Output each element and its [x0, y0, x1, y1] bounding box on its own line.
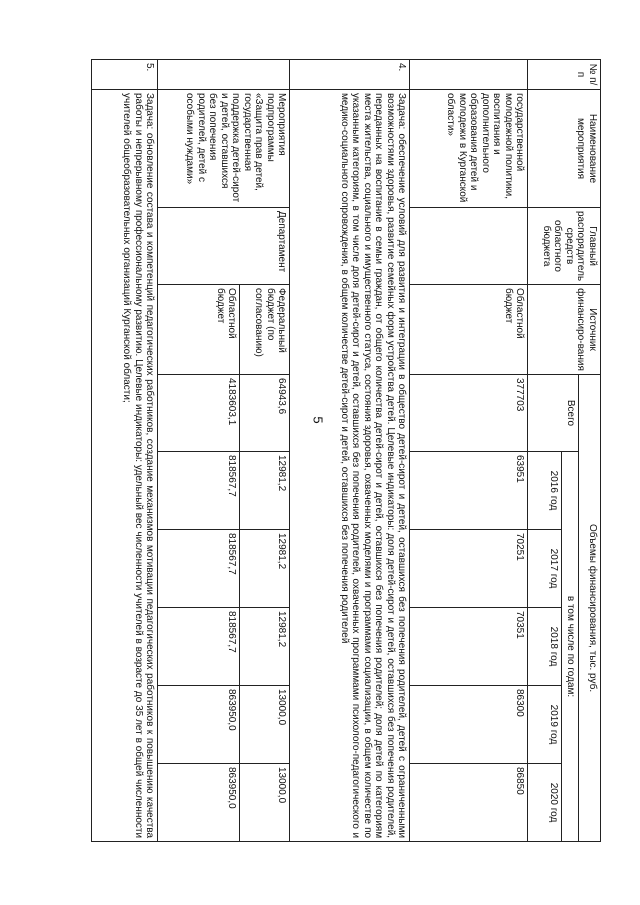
year-value-cell: 86850	[410, 764, 528, 842]
header-year: 2018 год	[528, 608, 562, 686]
header-year: 2020 год	[528, 764, 562, 842]
task-row	[290, 60, 410, 842]
header-manager: Главный распорядитель средств областного бюджета	[528, 208, 601, 285]
header-by-years: в том числе по годам:	[562, 452, 579, 842]
task-row	[92, 60, 158, 842]
year-value-cell: 12981,2	[240, 608, 290, 686]
year-value-cell: 12981,2	[240, 530, 290, 608]
year-value-cell: 86300	[410, 686, 528, 764]
header-num: № п/п	[528, 60, 601, 90]
header-year: 2016 год	[528, 452, 562, 530]
header-year: 2019 год	[528, 686, 562, 764]
total-cell: 64943,6	[240, 375, 290, 452]
total-cell: 377703	[410, 375, 528, 452]
source-cell: Областной бюджет	[410, 285, 528, 375]
event-name-cell: государственной молодежной политики, воспитания и дополнительного образования детей и молодежи в Курганской области»	[410, 90, 528, 208]
event-name-cell: Мероприятия подпрограммы «Защита прав детей, государственная поддержка детей-сирот и детей, оставшихся без попечения родителей, детей с особыми нуждами»	[158, 90, 290, 208]
task-number: 4.	[290, 60, 410, 90]
page-number: 5	[310, 416, 326, 424]
year-value-cell: 12981,2	[240, 452, 290, 530]
year-value-cell: 818567,7	[158, 530, 240, 608]
year-value-cell: 63951	[410, 452, 528, 530]
task-text: Задача: обновление состава и компетенций педагогических работников, создание механизмов мотивации педагогических работников к повышению качества работы и непрерывному профессиональному развитию. Целевые индикаторы: удельный вес численности учителей в возрасте до 35 лет в общей численности учителей общеобразовательных организаций Курганской области;	[92, 90, 158, 842]
header-source: Источник финансиро-вания	[528, 285, 601, 375]
year-value-cell: 863950,0	[158, 764, 240, 842]
financing-table	[92, 59, 602, 842]
year-value-cell: 13000,0	[240, 686, 290, 764]
year-value-cell: 70251	[410, 530, 528, 608]
source-cell: Областной бюджет	[158, 285, 240, 375]
year-value-cell: 70351	[410, 608, 528, 686]
total-cell: 4183603,1	[158, 375, 240, 452]
rotated-page	[93, 59, 601, 841]
header-year: 2017 год	[528, 530, 562, 608]
year-value-cell: 818567,7	[158, 452, 240, 530]
header-total: Всего	[528, 375, 579, 452]
header-volume: Объемы финансирования, тыс. руб.	[579, 375, 601, 842]
header-event-name: Наименование мероприятия	[528, 90, 601, 208]
year-value-cell: 863950,0	[158, 686, 240, 764]
year-value-cell: 13000,0	[240, 764, 290, 842]
task-number: 5.	[92, 60, 158, 90]
table-row	[410, 60, 528, 842]
manager-cell: Департамент	[158, 208, 290, 285]
task-text: Задача: обеспечение условий для развития и интеграции в общество детей-сирот и детей, оставшихся без попечения родителей, детей с ограниченными возможностями здоровья, развитие семейных форм устройства детей. Целевые индикаторы: доля детей-сирот и детей, оставшихся без попечения родителей, переданных на воспитание в семьи граждан, от общего количества детей-сирот и детей, оставшихся без попечения родителей; доля детей по категориям места жительства, социального и имущественного статуса, состояния здоровья, охваченных моделями и программами социализации, в общем количестве по указанным категориям, в том числе доля детей-сирот и детей, оставшихся без попечения родителей, охваченных программами психолого-педагогического и медико-социального сопровождения, в общем количестве детей-сирот и детей, оставшихся без попечения родителей	[290, 90, 410, 842]
table-row	[240, 60, 290, 842]
source-cell: Федеральный бюджет (по согласованию)	[240, 285, 290, 375]
year-value-cell: 818567,7	[158, 608, 240, 686]
